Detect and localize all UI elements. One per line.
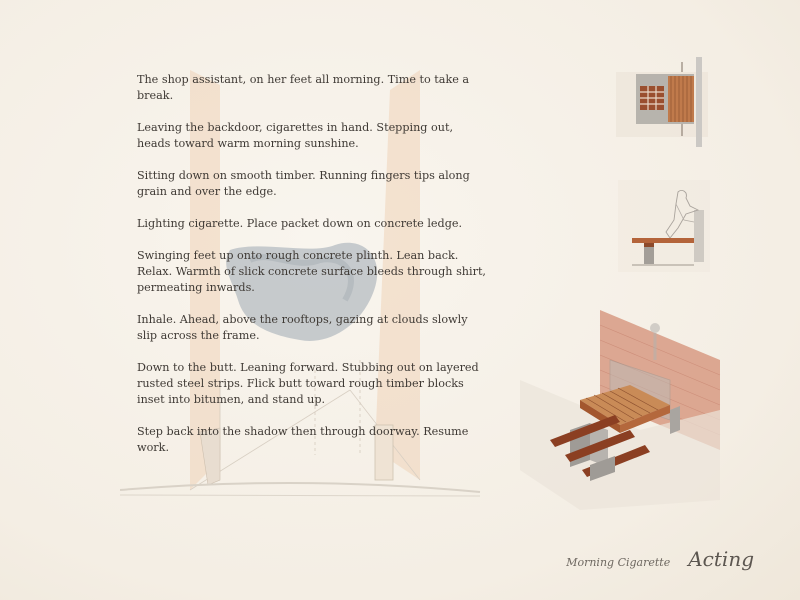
caption-subtitle: Morning Cigarette [566, 556, 671, 569]
story-paragraph-6: Inhale. Ahead, above the rooftops, gazing at clouds slowly slip across the frame. [137, 313, 468, 342]
isometric-illustration [520, 300, 728, 510]
story-paragraph-2: Leaving the backdoor, cigarettes in hand. Stepping out, heads toward warm morning sunshine. [137, 121, 454, 150]
story-paragraph-1: The shop assistant, on her feet all morning. Time to take a break. [137, 73, 470, 102]
caption-title: Acting [688, 547, 754, 571]
elevation-illustration [618, 180, 710, 272]
story-paragraph-5: Swinging feet up onto rough concrete plinth. Lean back. Relax. Warmth of slick concrete surface bleeds through shirt, permeating inwards. [137, 249, 486, 294]
story-paragraph-8: Step back into the shadow then through doorway. Resume work. [137, 425, 469, 454]
story-paragraph-7: Down to the butt. Leaning forward. Stubbing out on layered rusted steel strips. Flick butt toward rough timber blocks inset into bitumen, and stand up. [137, 361, 479, 406]
plan-view-illustration [616, 52, 708, 152]
caption [566, 547, 754, 571]
story-paragraph-3: Sitting down on smooth timber. Running fingers tips along grain and over the edge. [137, 169, 470, 198]
story-text [137, 72, 487, 472]
story-paragraph-4: Lighting cigarette. Place packet down on concrete ledge. [137, 217, 463, 230]
